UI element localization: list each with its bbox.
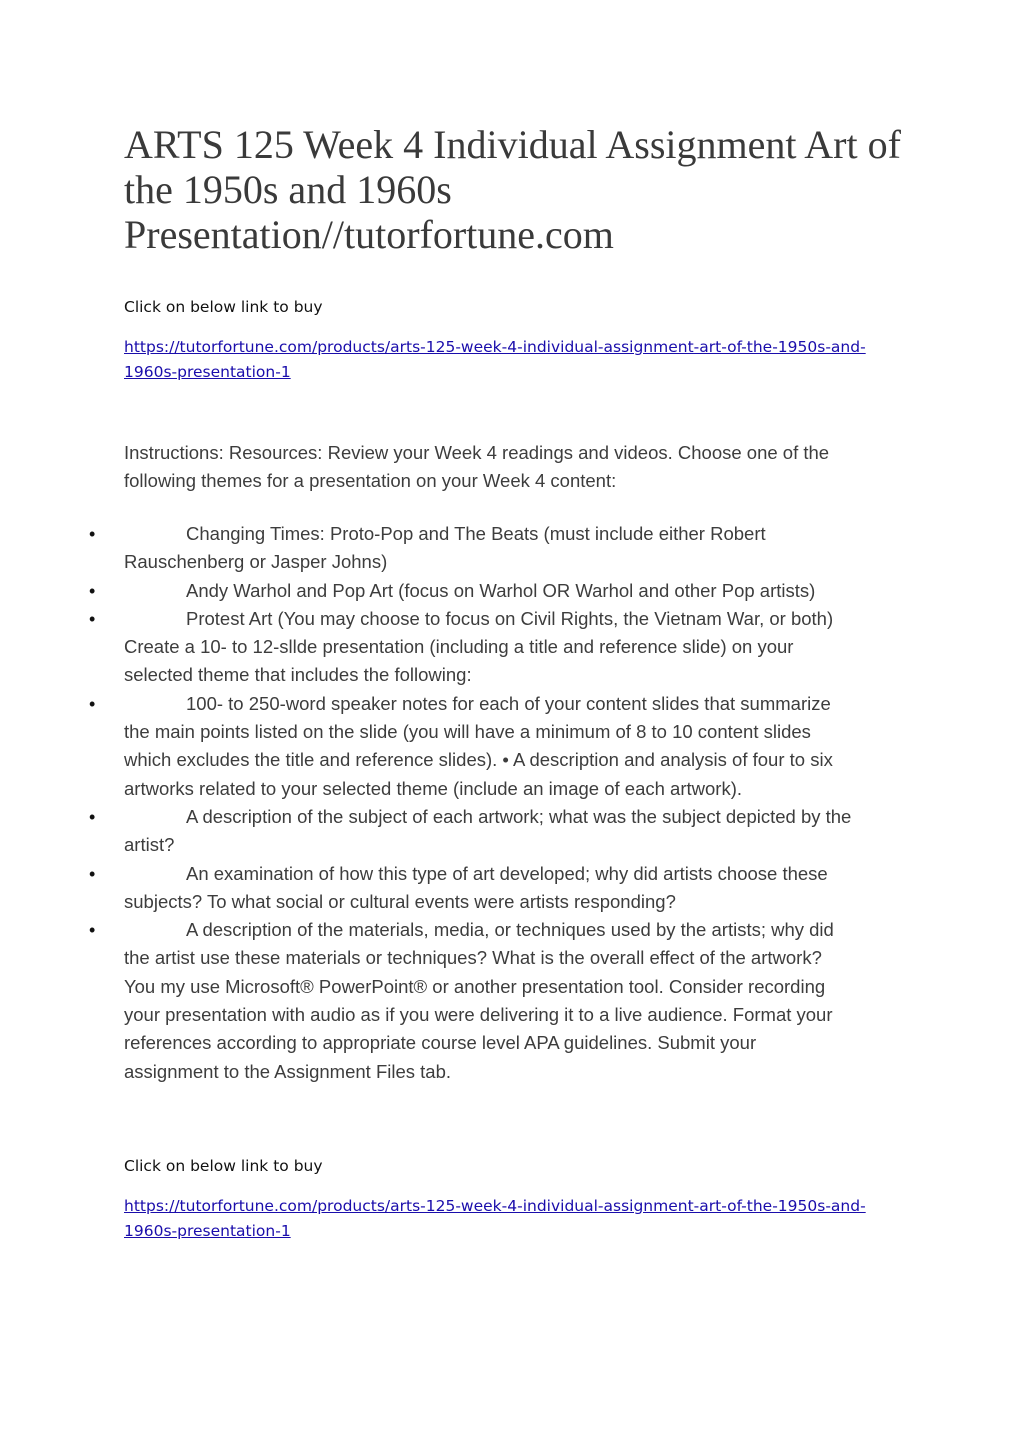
list-item-first-line: A description of the materials, media, or techniques used by the artists; why did: [186, 919, 834, 941]
list-item-line: Create a 10- to 12-sllde presentation (including a title and reference slide) on your: [124, 636, 794, 658]
link-line: https://tutorfortune.com/products/arts-125-week-4-individual-assignment-art-of-the-1950s-and-: [124, 338, 866, 356]
list-item-line: the artist use these materials or techniques? What is the overall effect of the artwork?: [124, 947, 822, 969]
bottom-buy-link[interactable]: [124, 1194, 904, 1244]
list-item: [89, 577, 904, 605]
bullet-icon: •: [89, 608, 96, 629]
title-line: the 1950s and 1960s: [124, 167, 452, 212]
list-item-first-line: Protest Art (You may choose to focus on Civil Rights, the Vietnam War, or both): [186, 607, 834, 629]
list-item-line: You my use Microsoft® PowerPoint® or another presentation tool. Consider recording: [124, 975, 826, 997]
list-item-first-line: Changing Times: Proto-Pop and The Beats (must include either Robert: [186, 523, 766, 544]
list-item: [89, 520, 904, 577]
list-item-line: which excludes the title and reference slides). • A description and analysis of four to six: [124, 749, 833, 771]
bullet-icon: •: [89, 693, 96, 714]
list-item: [89, 803, 904, 860]
list-item: [89, 690, 904, 803]
bullet-icon: •: [89, 920, 96, 941]
list-item: [89, 860, 904, 917]
list-item: [89, 916, 904, 1086]
list-item-first-line: Andy Warhol and Pop Art (focus on Warhol OR Warhol and other Pop artists): [186, 579, 816, 601]
list-item-first-line: A description of the subject of each artwork; what was the subject depicted by the: [186, 805, 852, 827]
list-item-line: subjects? To what social or cultural events were artists responding?: [124, 890, 676, 912]
list-item-line: artworks related to your selected theme (include an image of each artwork).: [124, 777, 742, 799]
list-item-line: selected theme that includes the following:: [124, 664, 472, 686]
themes-list: [89, 520, 904, 1086]
title-line: Presentation//tutorfortune.com: [124, 212, 614, 257]
link-line: 1960s-presentation-1: [124, 1222, 291, 1240]
top-buy-link[interactable]: [124, 335, 904, 385]
bullet-icon: •: [89, 806, 96, 827]
link-line: https://tutorfortune.com/products/arts-125-week-4-individual-assignment-art-of-the-1950s-and-: [124, 1197, 866, 1215]
list-item: [89, 605, 904, 690]
instructions-paragraph: [124, 439, 904, 496]
link-line: 1960s-presentation-1: [124, 363, 291, 381]
instructions-line: following themes for a presentation on your Week 4 content:: [124, 470, 617, 492]
list-item-line: Rauschenberg or Jasper Johns): [124, 551, 388, 573]
top-click-text: Click on below link to buy: [124, 298, 323, 316]
bottom-click-text: Click on below link to buy: [124, 1157, 323, 1175]
bullet-icon: •: [89, 524, 96, 544]
page-title: [124, 122, 924, 257]
list-item-first-line: An examination of how this type of art developed; why did artists choose these: [186, 862, 828, 884]
list-item-first-line: 100- to 250-word speaker notes for each of your content slides that summarize: [186, 692, 831, 714]
list-item-line: artist?: [124, 834, 175, 856]
list-item-line: assignment to the Assignment Files tab.: [124, 1060, 452, 1082]
bullet-icon: •: [89, 863, 96, 884]
list-item-line: references according to appropriate course level APA guidelines. Submit your: [124, 1032, 757, 1054]
list-item-line: your presentation with audio as if you were delivering it to a live audience. Format your: [124, 1004, 833, 1026]
title-line: ARTS 125 Week 4 Individual Assignment Art of: [124, 122, 901, 167]
instructions-line: Instructions: Resources: Review your Week 4 readings and videos. Choose one of the: [124, 442, 830, 463]
bullet-icon: •: [89, 580, 96, 601]
list-item-line: the main points listed on the slide (you will have a minimum of 8 to 10 content slides: [124, 721, 811, 743]
